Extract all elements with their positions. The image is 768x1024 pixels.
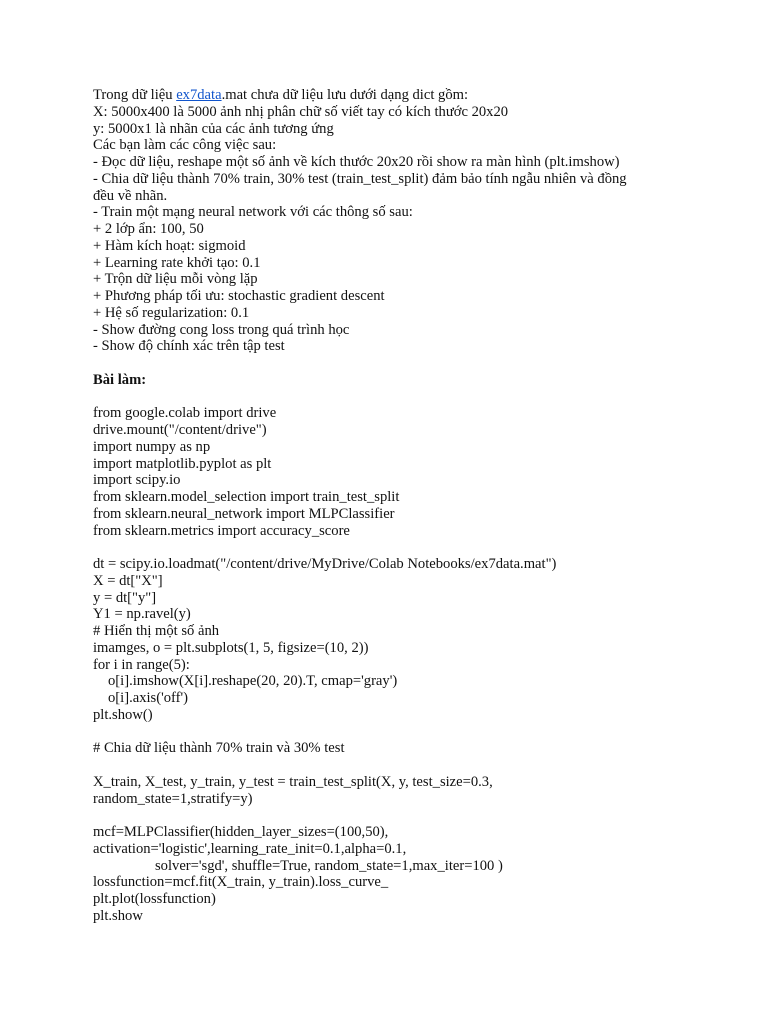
task-line-reshape: - Đọc dữ liệu, reshape một số ảnh về kích thước 20x20 rồi show ra màn hình (plt.imshow) — [93, 154, 620, 170]
spacer — [93, 539, 693, 556]
code-line: lossfunction=mcf.fit(X_train, y_train).loss_curve_ — [93, 874, 389, 891]
code-line: from sklearn.neural_network import MLPClassifier — [93, 505, 395, 522]
code-line: for i in range(5): — [93, 656, 190, 673]
code-line: plt.show() — [93, 706, 153, 723]
intro-line-4: Các bạn làm các công việc sau: — [93, 137, 277, 154]
document-page — [93, 87, 693, 925]
spacer — [93, 724, 693, 741]
param-learning-rate: + Learning rate khởi tạo: 0.1 — [93, 254, 261, 271]
code-comment: # Hiển thị một số ảnh — [93, 623, 220, 639]
code-line: import numpy as np — [93, 438, 211, 455]
intro-text: Trong dữ liệu — [93, 87, 177, 103]
intro-line-3: y: 5000x1 là nhãn của các ảnh tương ứng — [93, 120, 334, 137]
task-line-split-2: đều về nhãn. — [93, 187, 168, 204]
code-line: mcf=MLPClassifier(hidden_layer_sizes=(100,50), — [93, 824, 389, 840]
param-activation: + Hàm kích hoạt: sigmoid — [93, 237, 246, 254]
spacer — [93, 355, 693, 372]
param-hidden-layers: + 2 lớp ẩn: 100, 50 — [93, 221, 204, 237]
param-regularization: + Hệ số regularization: 0.1 — [93, 304, 250, 321]
solution-heading: Bài làm: — [93, 371, 147, 388]
param-shuffle: + Trộn dữ liệu mỗi vòng lặp — [93, 271, 258, 288]
code-line-indented: solver='sgd', shuffle=True, random_state=1,max_iter=100 ) — [155, 857, 503, 874]
intro-line-1 — [93, 87, 693, 104]
code-line: import matplotlib.pyplot as plt — [93, 455, 272, 472]
task-line-loss: - Show đường cong loss trong quá trình học — [93, 321, 350, 338]
spacer — [93, 389, 693, 406]
code-line: activation='logistic',learning_rate_init=0.1,alpha=0.1, — [93, 840, 407, 857]
code-line-indented: o[i].axis('off') — [108, 690, 188, 706]
code-comment: # Chia dữ liệu thành 70% train và 30% test — [93, 740, 345, 757]
task-line-accuracy: - Show độ chính xác trên tập test — [93, 338, 285, 355]
code-line: plt.plot(lossfunction) — [93, 891, 216, 907]
task-line-train: - Train một mạng neural network với các thông số sau: — [93, 204, 413, 221]
code-line: X_train, X_test, y_train, y_test = train_test_split(X, y, test_size=0.3, — [93, 773, 493, 790]
code-line: y = dt["y"] — [93, 589, 157, 606]
code-line-indented: o[i].imshow(X[i].reshape(20, 20).T, cmap='gray') — [108, 673, 398, 690]
code-line: from sklearn.model_selection import train_test_split — [93, 489, 400, 505]
code-line: Y1 = np.ravel(y) — [93, 606, 191, 623]
code-line: X = dt["X"] — [93, 572, 163, 589]
code-line: imamges, o = plt.subplots(1, 5, figsize=(10, 2)) — [93, 639, 369, 656]
code-line: drive.mount("/content/drive") — [93, 422, 267, 438]
code-line: from google.colab import drive — [93, 405, 277, 422]
ex7data-link[interactable]: ex7data — [176, 87, 222, 103]
code-line: from sklearn.metrics import accuracy_score — [93, 522, 350, 539]
code-line: random_state=1,stratify=y) — [93, 790, 253, 807]
spacer — [93, 807, 693, 824]
spacer — [93, 757, 693, 774]
code-line: import scipy.io — [93, 472, 181, 489]
param-optimizer: + Phương pháp tối ưu: stochastic gradient descent — [93, 288, 385, 304]
intro-text: .mat chưa dữ liệu lưu dưới dạng dict gồm: — [221, 87, 469, 103]
task-line-split-1: - Chia dữ liệu thành 70% train, 30% test (train_test_split) đảm bảo tính ngẫu nhiên và đồng — [93, 170, 627, 187]
code-line: dt = scipy.io.loadmat("/content/drive/MyDrive/Colab Notebooks/ex7data.mat") — [93, 556, 557, 572]
intro-line-2: X: 5000x400 là 5000 ảnh nhị phân chữ số viết tay có kích thước 20x20 — [93, 103, 509, 120]
code-line: plt.show — [93, 907, 143, 924]
